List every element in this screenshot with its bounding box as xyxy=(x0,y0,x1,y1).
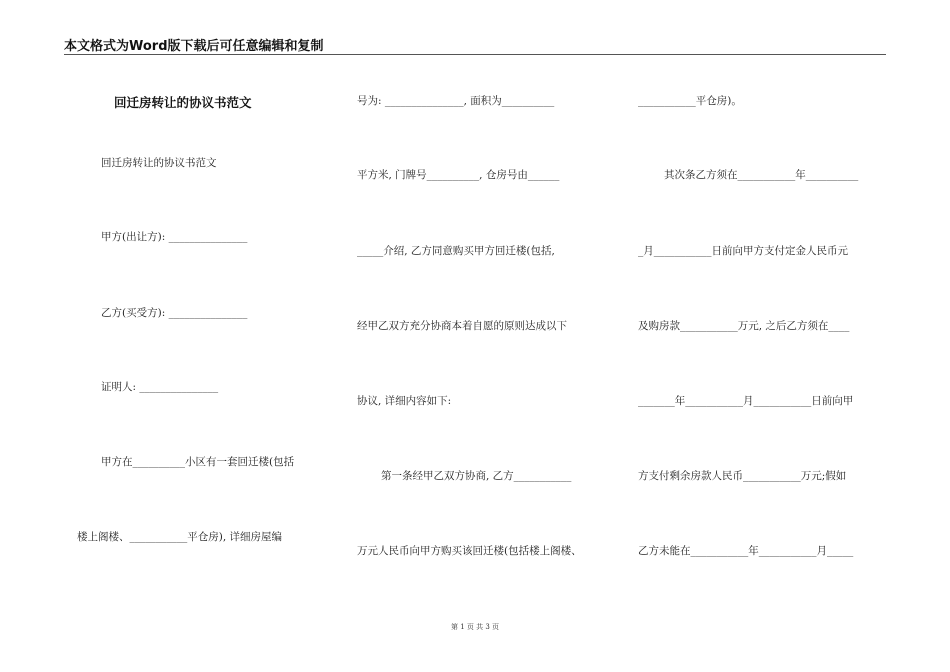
col1-line-1: 回迁房转让的协议书范文 xyxy=(101,157,217,169)
col3-line-2: 其次条乙方须在___________年__________ xyxy=(664,169,859,181)
col2-line-5: 协议, 详细内容如下: xyxy=(357,395,452,407)
document-header xyxy=(64,34,886,55)
page-number: 第 1 页 共 3 页 xyxy=(450,623,500,631)
col3-line-5: _______年___________月___________日前向甲 xyxy=(638,395,854,407)
col3-line-1: ___________平仓房)。 xyxy=(638,95,742,107)
header-title: 本文格式为Word版下载后可任意编辑和复制 xyxy=(64,39,324,54)
col1-line-5: 甲方在__________小区有一套回迁楼(包括 xyxy=(101,456,295,468)
col2-line-3: _____介绍, 乙方同意购买甲方回迁楼(包括, xyxy=(357,245,555,257)
col1-line-6: 楼上阁楼、___________平仓房), 详细房屋编 xyxy=(77,531,283,543)
col2-line-6: 第一条经甲乙双方协商, 乙方___________ xyxy=(381,470,572,482)
col3-line-7: 乙方未能在___________年___________月_____ xyxy=(638,545,854,557)
col3-line-3: _月___________日前向甲方支付定金人民币元 xyxy=(638,245,848,257)
col1-line-4: 证明人: _______________ xyxy=(101,381,219,393)
col2-line-1: 号为: _______________, 面积为__________ xyxy=(357,95,555,107)
col2-line-4: 经甲乙双方充分协商本着自愿的原则达成以下 xyxy=(357,320,567,332)
document-title: 回迁房转让的协议书范文 xyxy=(114,95,252,110)
col1-line-2: 甲方(出让方): _______________ xyxy=(101,231,248,243)
col3-line-6: 方支付剩余房款人民币___________万元;假如 xyxy=(638,470,847,482)
col2-line-7: 万元人民币向甲方购买该回迁楼(包括楼上阁楼、 xyxy=(357,545,582,557)
col1-line-3: 乙方(买受方): _______________ xyxy=(101,307,248,319)
col2-line-2: 平方米, 门牌号__________, 仓房号由______ xyxy=(357,169,560,181)
col3-line-4: 及购房款___________万元, 之后乙方须在____ xyxy=(638,320,850,332)
